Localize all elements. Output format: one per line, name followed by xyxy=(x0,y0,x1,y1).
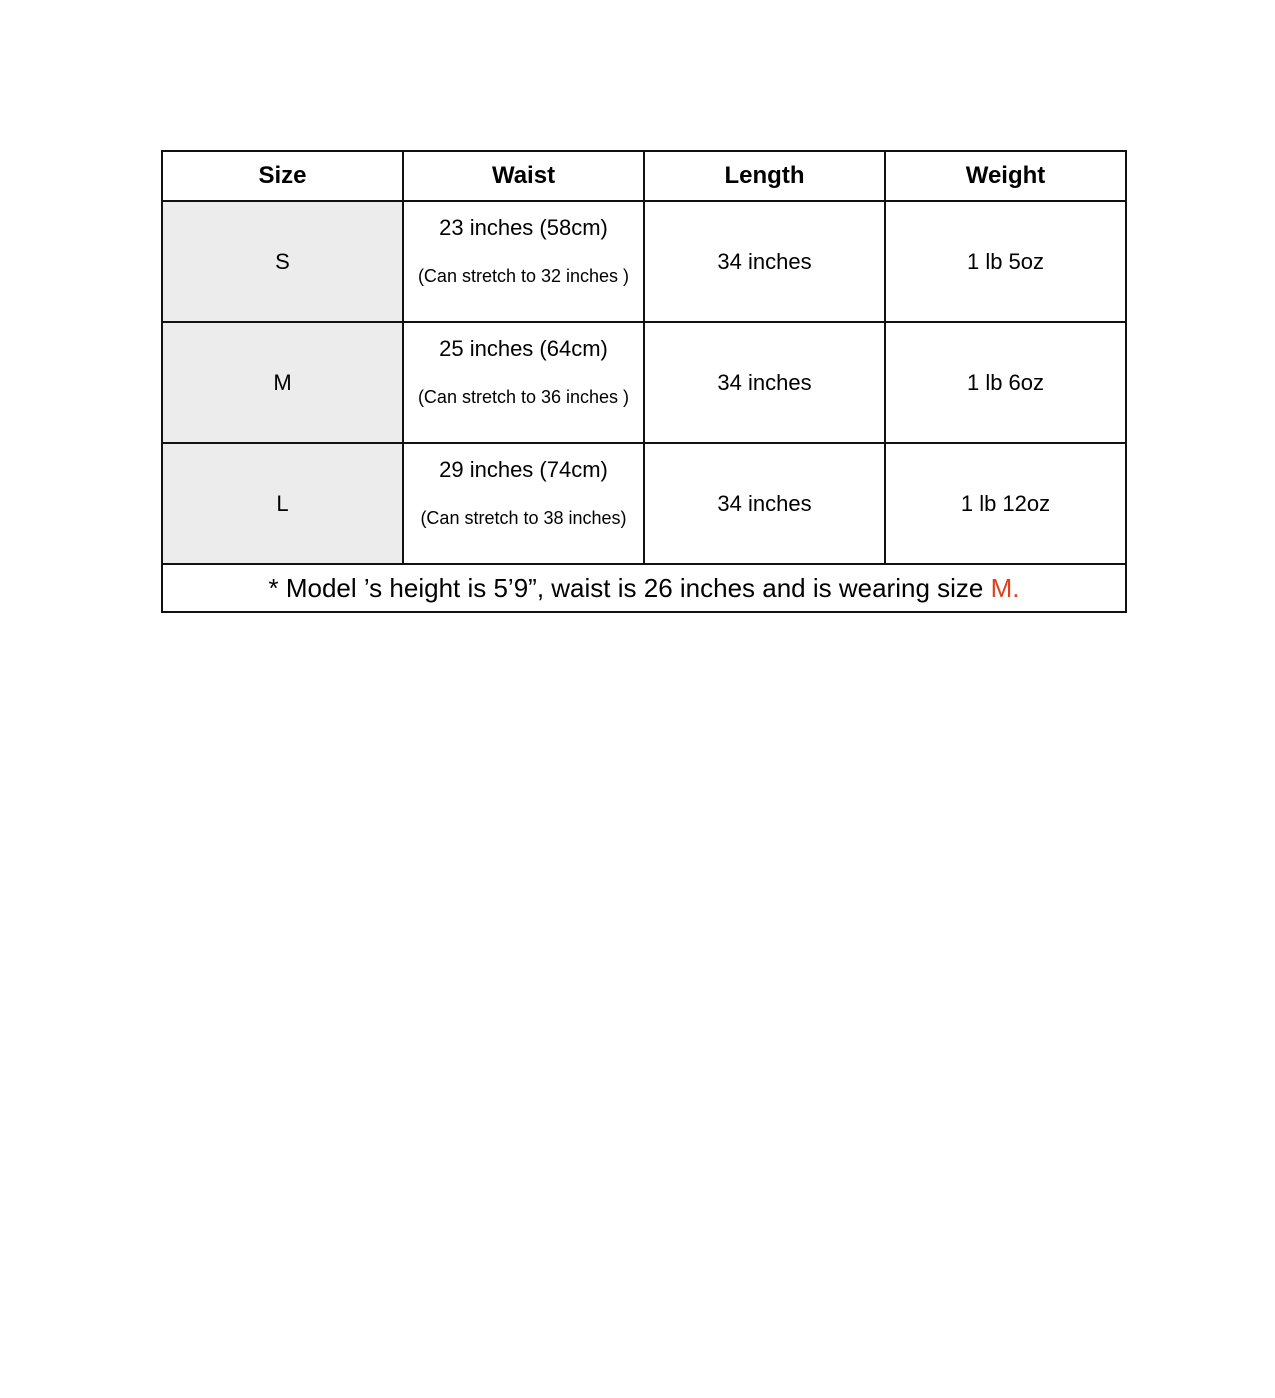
header-row xyxy=(162,151,1126,201)
waist-cell xyxy=(403,443,644,564)
size-chart-table xyxy=(161,150,1127,613)
weight-cell: 1 lb 6oz xyxy=(885,322,1126,443)
waist-value: 29 inches (74cm) xyxy=(439,456,608,482)
waist-value: 23 inches (58cm) xyxy=(439,214,608,240)
footnote-row xyxy=(162,564,1126,612)
model-footnote xyxy=(162,564,1126,612)
header-length: Length xyxy=(644,151,885,201)
waist-value: 25 inches (64cm) xyxy=(439,335,608,361)
waist-stretch-note: (Can stretch to 38 inches) xyxy=(420,507,627,528)
weight-cell: 1 lb 5oz xyxy=(885,201,1126,322)
waist-cell xyxy=(403,322,644,443)
waist-stretch-note: (Can stretch to 36 inches ) xyxy=(417,386,630,407)
length-cell: 34 inches xyxy=(644,443,885,564)
weight-cell: 1 lb 12oz xyxy=(885,443,1126,564)
table-row xyxy=(162,443,1126,564)
size-cell: L xyxy=(162,443,403,564)
header-size: Size xyxy=(162,151,403,201)
table-row xyxy=(162,201,1126,322)
header-weight: Weight xyxy=(885,151,1126,201)
length-cell: 34 inches xyxy=(644,322,885,443)
model-size-highlight: M. xyxy=(990,572,1020,603)
size-cell: S xyxy=(162,201,403,322)
size-cell: M xyxy=(162,322,403,443)
table-row xyxy=(162,322,1126,443)
waist-stretch-note: (Can stretch to 32 inches ) xyxy=(417,265,630,286)
header-waist: Waist xyxy=(403,151,644,201)
waist-cell xyxy=(403,201,644,322)
length-cell: 34 inches xyxy=(644,201,885,322)
footnote-text: * Model ’s height is 5’9”, waist is 26 inches and is wearing size xyxy=(268,572,991,603)
